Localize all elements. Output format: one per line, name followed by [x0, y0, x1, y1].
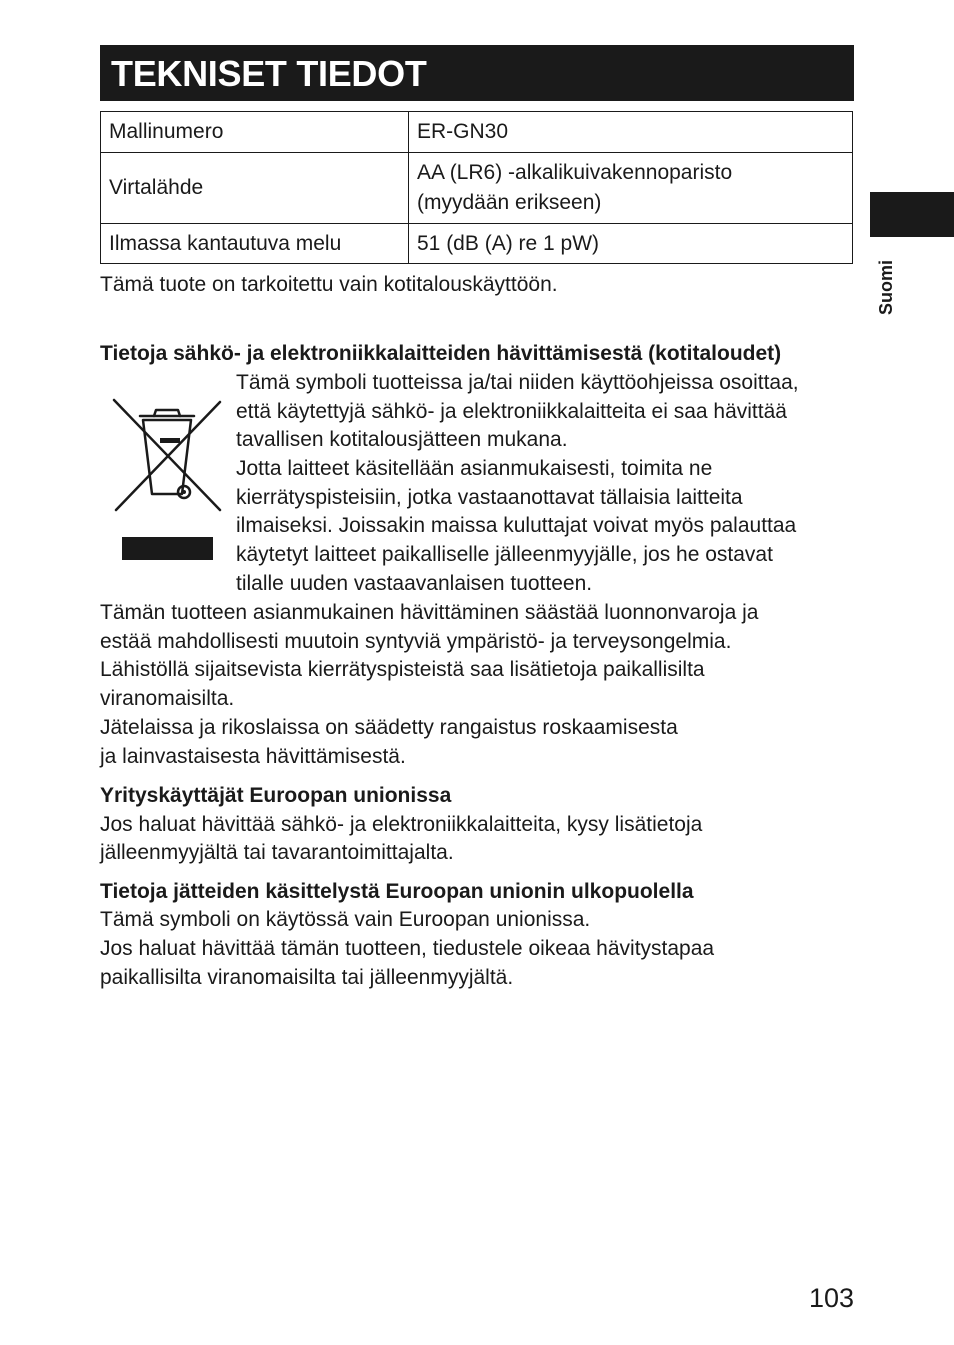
symbol-text-line: että käytettyjä sähkö- ja elektroniikkalaitteita ei saa hävittää — [236, 400, 787, 423]
disposal-body-line: viranomaisilta. — [100, 687, 235, 710]
disposal-body-line: Lähistöllä sijaitsevista kierrätyspisteistä saa lisätietoja paikallisilta — [100, 658, 705, 681]
weee-date-bar — [122, 537, 213, 560]
eu-business-line: jälleenmyyjältä tai tavarantoimittajalta. — [100, 841, 454, 864]
symbol-text-line: tavallisen kotitalousjätteen mukana. — [236, 428, 568, 451]
disposal-body-line: Jätelaissa ja rikoslaissa on säädetty rangaistus roskaamisesta — [100, 716, 678, 739]
section-title-bar — [100, 45, 854, 101]
disposal-body-line: estää mahdollisesti muutoin syntyviä ympäristö- ja terveysongelmia. — [100, 630, 732, 653]
spec-value — [409, 224, 853, 264]
language-tab-label: Suomi — [876, 259, 896, 315]
symbol-text-line: Tämä symboli tuotteissa ja/tai niiden käyttöohjeissa osoittaa, — [236, 371, 799, 394]
disposal-body-line: Tämän tuotteen asianmukainen hävittäminen säästää luonnonvaroja ja — [100, 601, 759, 624]
eu-business-line: Jos haluat hävittää sähkö- ja elektroniikkalaitteita, kysy lisätietoja — [100, 813, 703, 836]
page-title: TEKNISET TIEDOT — [111, 53, 427, 94]
table-row — [101, 224, 853, 264]
spec-label: Ilmassa kantautuva melu — [101, 224, 409, 264]
symbol-text-line: kierrätyspisteisiin, jotka vastaanottavat tällaisia laitteita — [236, 486, 743, 509]
spec-value-line: AA (LR6) -alkalikuivakennoparisto — [417, 161, 733, 184]
specifications-table — [100, 111, 853, 264]
disposal-heading: Tietoja sähkö- ja elektroniikkalaitteiden hävittämisestä (kotitaloudet) — [100, 342, 782, 365]
spec-value-line: (myydään erikseen) — [417, 191, 602, 214]
symbol-text-line: Jotta laitteet käsitellään asianmukaisesti, toimita ne — [236, 457, 713, 480]
spec-value-line: 51 (dB (A) re 1 pW) — [417, 231, 600, 255]
eu-business-heading: Yrityskäyttäjät Euroopan unionissa — [100, 784, 452, 807]
spec-label: Mallinumero — [101, 112, 409, 153]
outside-eu-line: Jos haluat hävittää tämän tuotteen, tiedustele oikeaa hävitystapaa — [100, 937, 715, 960]
household-use-note: Tämä tuote on tarkoitettu vain kotitalouskäyttöön. — [100, 273, 558, 296]
symbol-text-line: tilalle uuden vastaavanlaisen tuotteen. — [236, 572, 593, 595]
language-tab-marker — [870, 192, 954, 237]
outside-eu-line: Tämä symboli on käytössä vain Euroopan unionissa. — [100, 908, 591, 931]
table-row — [101, 112, 853, 153]
outside-eu-heading: Tietoja jätteiden käsittelystä Euroopan unionin ulkopuolella — [100, 880, 694, 903]
symbol-text-line: käytetyt laitteet paikalliselle jälleenmyyjälle, jos he ostavat — [236, 543, 773, 566]
spec-value — [409, 153, 853, 224]
disposal-body-line: ja lainvastaisesta hävittämisestä. — [100, 745, 406, 768]
table-row — [101, 153, 853, 224]
outside-eu-line: paikallisilta viranomaisilta tai jälleenmyyjältä. — [100, 966, 514, 989]
page-number: 103 — [808, 1283, 854, 1313]
spec-value-line: ER-GN30 — [417, 120, 509, 143]
spec-value — [409, 112, 853, 153]
symbol-text-line: ilmaiseksi. Joissakin maissa kuluttajat voivat myös palauttaa — [236, 514, 797, 537]
crossed-out-wheelie-bin-icon — [112, 398, 222, 514]
spec-label: Virtalähde — [101, 153, 409, 224]
